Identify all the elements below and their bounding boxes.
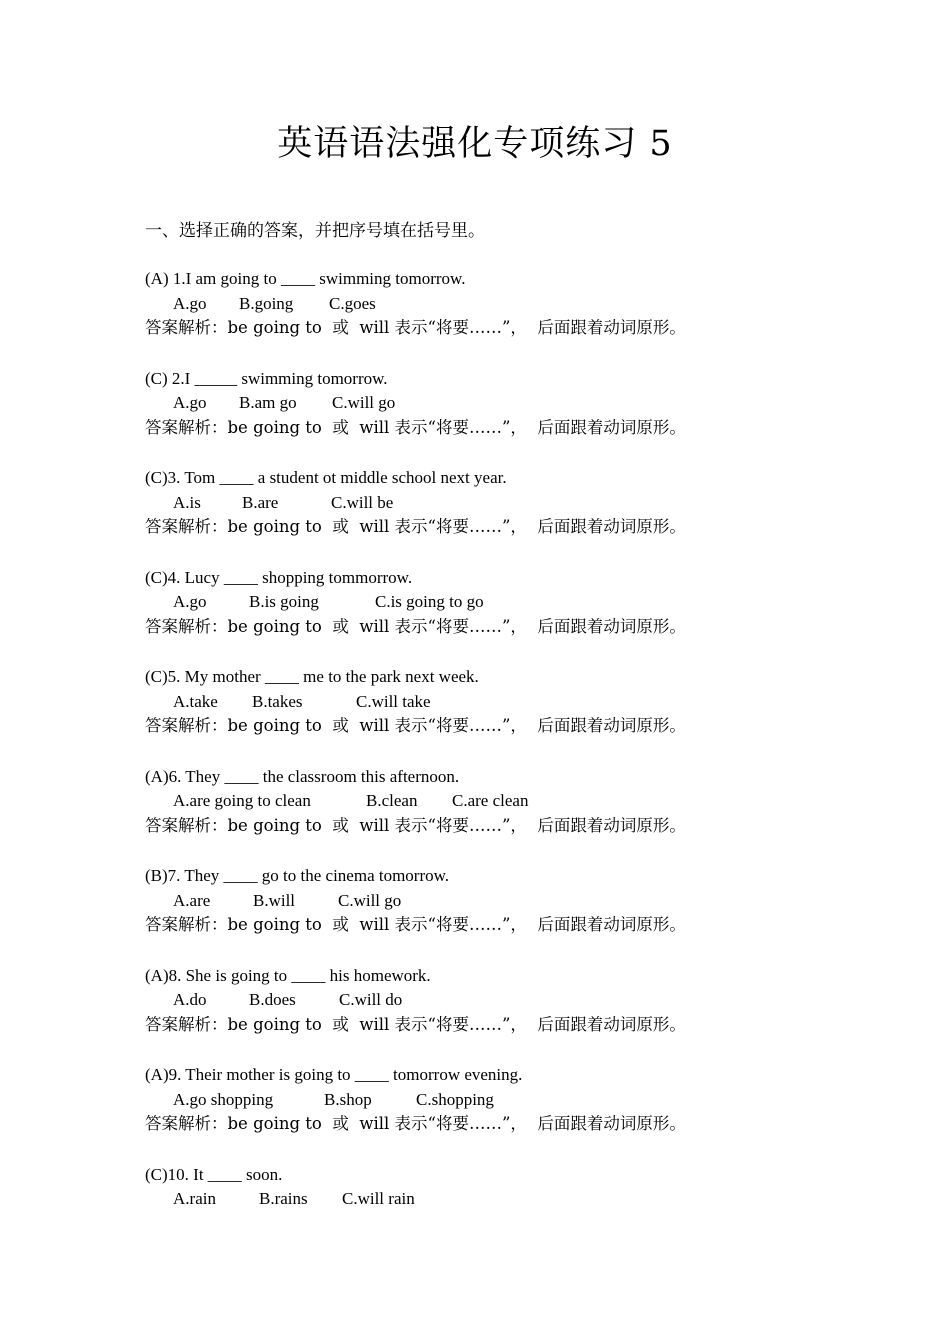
option-c: C.will be <box>331 492 394 512</box>
option-b: B.will <box>253 890 296 910</box>
option-row <box>145 1088 845 1113</box>
option-row <box>145 889 845 914</box>
option-row <box>145 590 845 615</box>
question-stem: (A)9. Their mother is going to ____ tomorrow evening. <box>145 1065 523 1084</box>
answer-explanation: 答案解析：be going to 或 will 表示“将要……”， 后面跟着动词原形。 <box>145 1014 686 1034</box>
option-b: B.is going <box>249 592 319 611</box>
option-row <box>145 988 845 1013</box>
option-a: A.go <box>173 592 207 611</box>
option-a: A.go <box>173 393 207 412</box>
option-b: B.am go <box>239 393 297 412</box>
question-list <box>145 267 845 1262</box>
option-a: A.rain <box>173 1189 216 1208</box>
option-c: C.will do <box>339 990 403 1009</box>
question-stem: (A) 1.I am going to ____ swimming tomorrow. <box>145 269 466 288</box>
option-row <box>145 690 845 715</box>
option-row <box>145 789 845 814</box>
option-a: A.take <box>173 691 218 711</box>
question-item <box>145 466 845 566</box>
question-item <box>145 367 845 467</box>
option-a: A.go shopping <box>173 1089 274 1109</box>
option-b: B.going <box>239 293 294 313</box>
option-row <box>145 491 845 516</box>
answer-explanation: 答案解析：be going to 或 will 表示“将要……”， 后面跟着动词原形。 <box>145 1114 686 1133</box>
option-b: B.are <box>242 492 279 512</box>
answer-explanation: 答案解析：be going to 或 will 表示“将要……”， 后面跟着动词原形。 <box>145 815 686 835</box>
question-item <box>145 765 845 865</box>
option-b: B.takes <box>252 691 303 711</box>
option-a: A.are going to clean <box>173 791 311 810</box>
option-c: C.shopping <box>416 1089 494 1109</box>
option-a: A.go <box>173 293 207 313</box>
answer-explanation: 答案解析：be going to 或 will 表示“将要……”， 后面跟着动词原形。 <box>145 417 686 437</box>
question-item <box>145 665 845 765</box>
option-c: C.will go <box>332 393 396 412</box>
option-row <box>145 292 845 317</box>
question-item <box>145 566 845 666</box>
option-b: B.rains <box>259 1189 308 1208</box>
option-row <box>145 1187 845 1212</box>
option-c: C.goes <box>329 293 376 313</box>
page-title: 英语语法强化专项练习 5 <box>277 124 673 164</box>
answer-explanation: 答案解析：be going to 或 will 表示“将要……”， 后面跟着动词原形。 <box>145 517 686 536</box>
question-item <box>145 864 845 964</box>
option-c: C.is going to go <box>375 592 484 611</box>
question-stem: (C)3. Tom ____ a student ot middle school next year. <box>145 468 507 487</box>
section-instruction: 一、选择正确的答案，并把序号填在括号里。 <box>145 221 485 241</box>
option-a: A.are <box>173 890 211 910</box>
option-c: C.will go <box>338 890 402 910</box>
option-b: B.does <box>249 990 296 1009</box>
answer-explanation: 答案解析：be going to 或 will 表示“将要……”， 后面跟着动词原形。 <box>145 318 686 337</box>
question-stem: (B)7. They ____ go to the cinema tomorrow. <box>145 866 450 885</box>
question-item <box>145 1163 845 1263</box>
question-stem: (C)10. It ____ soon. <box>145 1164 283 1184</box>
option-row <box>145 391 845 416</box>
answer-explanation: 答案解析：be going to 或 will 表示“将要……”， 后面跟着动词原形。 <box>145 915 686 934</box>
option-a: A.do <box>173 990 207 1009</box>
option-c: C.will rain <box>342 1189 415 1208</box>
question-item <box>145 1063 845 1163</box>
answer-explanation: 答案解析：be going to 或 will 表示“将要……”， 后面跟着动词原形。 <box>145 616 686 636</box>
answer-explanation: 答案解析：be going to 或 will 表示“将要……”， 后面跟着动词原形。 <box>145 716 686 735</box>
question-item <box>145 964 845 1064</box>
question-stem: (C)5. My mother ____ me to the park next week. <box>145 667 479 686</box>
option-c: C.are clean <box>452 791 529 810</box>
option-c: C.will take <box>356 691 431 711</box>
question-stem: (A)8. She is going to ____ his homework. <box>145 965 431 985</box>
question-stem: (C) 2.I _____ swimming tomorrow. <box>145 368 388 388</box>
question-item <box>145 267 845 367</box>
question-stem: (A)6. They ____ the classroom this afternoon. <box>145 766 460 786</box>
option-b: B.clean <box>366 791 418 810</box>
option-a: A.is <box>173 492 201 512</box>
option-b: B.shop <box>324 1089 372 1109</box>
question-stem: (C)4. Lucy ____ shopping tommorrow. <box>145 567 413 587</box>
